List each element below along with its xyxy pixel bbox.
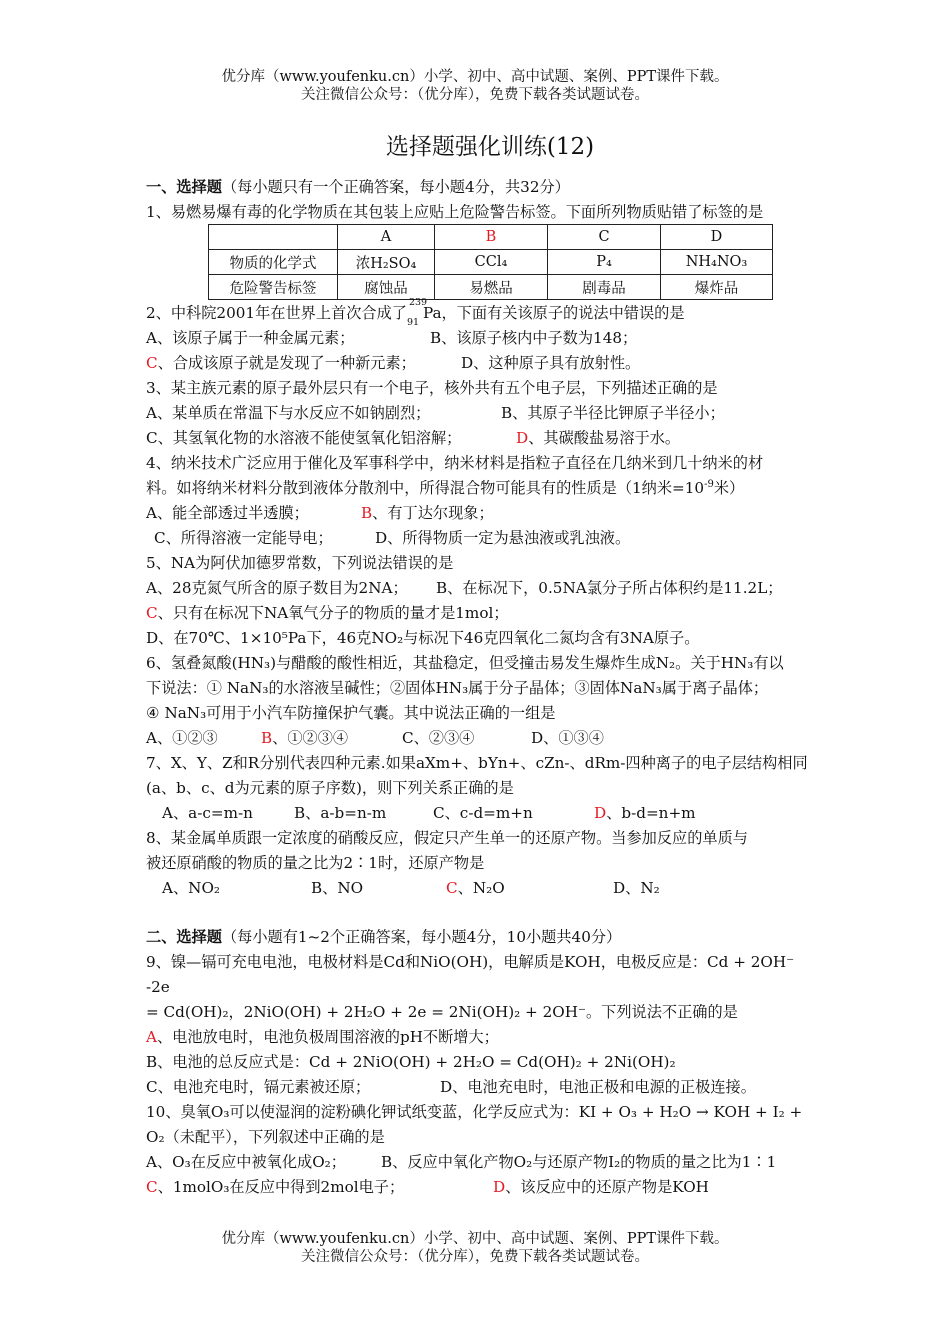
q2-option-c bbox=[146, 351, 416, 376]
atomic-number: 91 bbox=[406, 317, 420, 328]
row-label-formula: 物质的化学式 bbox=[209, 250, 338, 275]
page-title: 选择题强化训练(12) bbox=[385, 134, 595, 160]
q9-option-d: D、电池充电时，电池正极和电源的正极连接。 bbox=[440, 1078, 756, 1096]
q7-option-c: C、c-d=m+n bbox=[433, 804, 533, 822]
q2-option-b: B、该原子核内中子数为148； bbox=[430, 329, 638, 347]
header-line-2: 关注微信公众号：（优分库），免费下载各类试题试卷。 bbox=[301, 87, 649, 103]
q7-option-d-text: 、b-d=n+m bbox=[606, 804, 696, 822]
mass-number: 239 bbox=[408, 297, 428, 308]
col-header-d: D bbox=[661, 225, 773, 250]
answer-mark: D bbox=[594, 804, 607, 822]
q7-stem-2: (a、b、c、d为元素的原子序数)，则下列关系正确的是 bbox=[146, 779, 514, 797]
cell-label-c: 剧毒品 bbox=[548, 275, 661, 300]
cell-label-b: 易燃品 bbox=[435, 275, 548, 300]
table-row bbox=[209, 275, 773, 300]
q5-option-d: D、在70℃、1×10⁵Pa下，46克NO₂与标况下46克四氧化二氮均含有3NA原子。 bbox=[146, 629, 700, 647]
q9-option-b: B、电池的总反应式是：Cd + 2NiO(OH) + 2H₂O = Cd(OH)₂ + 2Ni(OH)₂ bbox=[146, 1053, 676, 1071]
exponent: -9 bbox=[704, 478, 714, 490]
q2-option-d: D、这种原子具有放射性。 bbox=[461, 354, 641, 372]
q4-option-c: C、所得溶液一定能导电； bbox=[154, 529, 333, 547]
answer-mark: C bbox=[446, 879, 458, 897]
q9-stem-3: = Cd(OH)₂，2NiO(OH) + 2H₂O + 2e = 2Ni(OH)₂ + 2OH⁻。下列说法不正确的是 bbox=[146, 1003, 738, 1021]
q8-option-b: B、NO bbox=[311, 879, 364, 897]
q7-stem-1: 7、X、Y、Z和R分别代表四种元素.如果aXm+、bYn+、cZn-、dRm-四种离子的电子层结构相同 bbox=[146, 754, 808, 772]
q6-stem-1: 6、氢叠氮酸(HN₃)与醋酸的酸性相近，其盐稳定，但受撞击易发生爆炸生成N₂。关于HN₃有以 bbox=[146, 654, 784, 672]
row-label-warning: 危险警告标签 bbox=[209, 275, 338, 300]
q3-option-d bbox=[516, 426, 680, 451]
q3-option-b: B、其原子半径比钾原子半径小； bbox=[501, 404, 725, 422]
answer-mark: D bbox=[493, 1178, 506, 1196]
table-row bbox=[209, 225, 773, 250]
section-1-heading bbox=[146, 175, 570, 200]
q3-option-a: A、某单质在常温下与水反应不如钠剧烈； bbox=[146, 404, 431, 422]
cell-chem-c: P₄ bbox=[548, 250, 661, 275]
answer-mark: C bbox=[146, 1178, 158, 1196]
q9-option-c: C、电池充电时，镉元素被还原； bbox=[146, 1078, 371, 1096]
isotope-notation bbox=[406, 297, 428, 328]
q9-stem-1: 9、镍—镉可充电电池，电极材料是Cd和NiO(OH)，电解质是KOH，电极反应是：Cd + 2OH⁻ bbox=[146, 953, 795, 971]
q10-stem-2: O₂（未配平），下列叙述中正确的是 bbox=[146, 1128, 385, 1146]
q6-stem-2: 下说法：① NaN₃的水溶液呈碱性；②固体HN₃属于分子晶体；③固体NaN₃属于离子晶体； bbox=[146, 679, 769, 697]
q6-option-b bbox=[261, 726, 348, 751]
q8-option-c bbox=[446, 876, 505, 901]
q8-stem-2: 被还原硝酸的物质的量之比为2∶1时，还原产物是 bbox=[146, 854, 485, 872]
answer-mark: B bbox=[361, 504, 373, 522]
cell-chem-d: NH₄NO₃ bbox=[661, 250, 773, 275]
cell-chem-b: CCl₄ bbox=[435, 250, 548, 275]
answer-mark: D bbox=[516, 429, 529, 447]
q6-stem-3: ④ NaN₃可用于小汽车防撞保护气囊。其中说法正确的一组是 bbox=[146, 704, 556, 722]
q2-stem-pre: 2、中科院2001年在世界上首次合成了 bbox=[146, 304, 407, 322]
element-symbol: Pa bbox=[422, 304, 442, 322]
answer-mark: A bbox=[146, 1028, 157, 1046]
q2-stem-post: ，下面有关该原子的说法中错误的是 bbox=[441, 304, 685, 322]
q7-option-d bbox=[594, 801, 696, 826]
q2-stem bbox=[146, 297, 685, 328]
q6-option-b-text: 、①②③④ bbox=[272, 729, 349, 747]
q4-stem-2 bbox=[146, 476, 744, 501]
q5-option-c bbox=[146, 601, 509, 626]
col-header-b: B bbox=[435, 225, 548, 250]
q5-option-c-text: 、只有在标况下NA氧气分子的物质的量才是1mol； bbox=[157, 604, 509, 622]
col-header-c: C bbox=[548, 225, 661, 250]
q6-option-a: A、①②③ bbox=[146, 729, 218, 747]
header-line-1: 优分库（www.youfenku.cn）小学、初中、高中试题、案例、PPT课件下载。 bbox=[221, 69, 729, 85]
q7-option-a: A、a-c=m-n bbox=[162, 804, 253, 822]
q5-stem: 5、NA为阿伏加德罗常数，下列说法错误的是 bbox=[146, 554, 454, 572]
q10-option-d-text: 、该反应中的还原产物是KOH bbox=[505, 1178, 709, 1196]
q4-option-a: A、能全部透过半透膜； bbox=[146, 504, 309, 522]
q4-option-d: D、所得物质一定为悬浊液或乳浊液。 bbox=[375, 529, 631, 547]
cell-label-d: 爆炸品 bbox=[661, 275, 773, 300]
q7-option-b: B、a-b=n-m bbox=[294, 804, 387, 822]
table-corner bbox=[209, 225, 338, 250]
section-2-label: 二、选择题 bbox=[146, 928, 222, 946]
q4-option-b-text: 、有丁达尔现象； bbox=[372, 504, 494, 522]
cell-chem-a: 浓H₂SO₄ bbox=[338, 250, 435, 275]
q9-stem-2: -2e bbox=[146, 978, 170, 996]
q3-stem: 3、某主族元素的原子最外层只有一个电子，核外共有五个电子层，下列描述正确的是 bbox=[146, 379, 718, 397]
q2-option-c-text: 、合成该原子就是发现了一种新元素； bbox=[157, 354, 416, 372]
q1-stem: 1、易燃易爆有毒的化学物质在其包装上应贴上危险警告标签。下面所列物质贴错了标签的是 bbox=[146, 203, 764, 221]
q8-option-a: A、NO₂ bbox=[162, 879, 220, 897]
q5-option-a: A、28克氮气所含的原子数目为2NA； bbox=[146, 579, 408, 597]
answer-mark: B bbox=[261, 729, 273, 747]
q8-option-d: D、N₂ bbox=[613, 879, 660, 897]
q10-stem-1: 10、臭氧O₃可以使湿润的淀粉碘化钾试纸变蓝，化学反应式为：KI + O₃ + H₂O → KOH + I₂ + bbox=[146, 1103, 803, 1121]
q10-option-a: A、O₃在反应中被氧化成O₂； bbox=[146, 1153, 346, 1171]
section-2-heading bbox=[146, 925, 621, 950]
q4-stem-2-end: 米） bbox=[713, 479, 745, 497]
cell-label-a: 腐蚀品 bbox=[338, 275, 435, 300]
col-header-a: A bbox=[338, 225, 435, 250]
q8-stem-1: 8、某金属单质跟一定浓度的硝酸反应，假定只产生单一的还原产物。当参加反应的单质与 bbox=[146, 829, 748, 847]
q9-option-a-text: 、电池放电时，电池负极周围溶液的pH不断增大； bbox=[156, 1028, 499, 1046]
q4-option-b bbox=[361, 501, 494, 526]
q9-option-a bbox=[146, 1025, 499, 1050]
q10-option-c bbox=[146, 1175, 404, 1200]
answer-mark: C bbox=[146, 604, 158, 622]
q3-option-c: C、其氢氧化物的水溶液不能使氢氧化铝溶解； bbox=[146, 429, 462, 447]
q5-option-b: B、在标况下，0.5NA氯分子所占体积约是11.2L； bbox=[436, 579, 783, 597]
footer-line-1: 优分库（www.youfenku.cn）小学、初中、高中试题、案例、PPT课件下载。 bbox=[221, 1231, 729, 1247]
section-2-note: （每小题有1~2个正确答案，每小题4分，10小题共40分） bbox=[221, 928, 622, 946]
footer-line-2: 关注微信公众号：（优分库），免费下载各类试题试卷。 bbox=[301, 1249, 649, 1265]
q10-option-b: B、反应中氧化产物O₂与还原产物I₂的物质的量之比为1∶1 bbox=[381, 1153, 777, 1171]
q8-option-c-text: 、N₂O bbox=[457, 879, 505, 897]
q2-option-a: A、该原子属于一种金属元素； bbox=[146, 329, 355, 347]
section-1-note: （每小题只有一个正确答案，每小题4分，共32分） bbox=[221, 178, 570, 196]
section-1-label: 一、选择题 bbox=[146, 178, 222, 196]
q1-table bbox=[208, 224, 773, 300]
answer-mark: C bbox=[146, 354, 158, 372]
q10-option-d bbox=[493, 1175, 709, 1200]
q4-stem-2-text: 料。如将纳米材料分散到液体分散剂中，所得混合物可能具有的性质是（1纳米=10 bbox=[146, 479, 705, 497]
q3-option-d-text: 、其碳酸盐易溶于水。 bbox=[528, 429, 681, 447]
q6-option-d: D、①③④ bbox=[531, 729, 604, 747]
q4-stem-1: 4、纳米技术广泛应用于催化及军事科学中，纳米材料是指粒子直径在几纳米到几十纳米的材 bbox=[146, 454, 764, 472]
table-row bbox=[209, 250, 773, 275]
q10-option-c-text: 、1molO₃在反应中得到2mol电子； bbox=[157, 1178, 405, 1196]
q6-option-c: C、②③④ bbox=[402, 729, 475, 747]
